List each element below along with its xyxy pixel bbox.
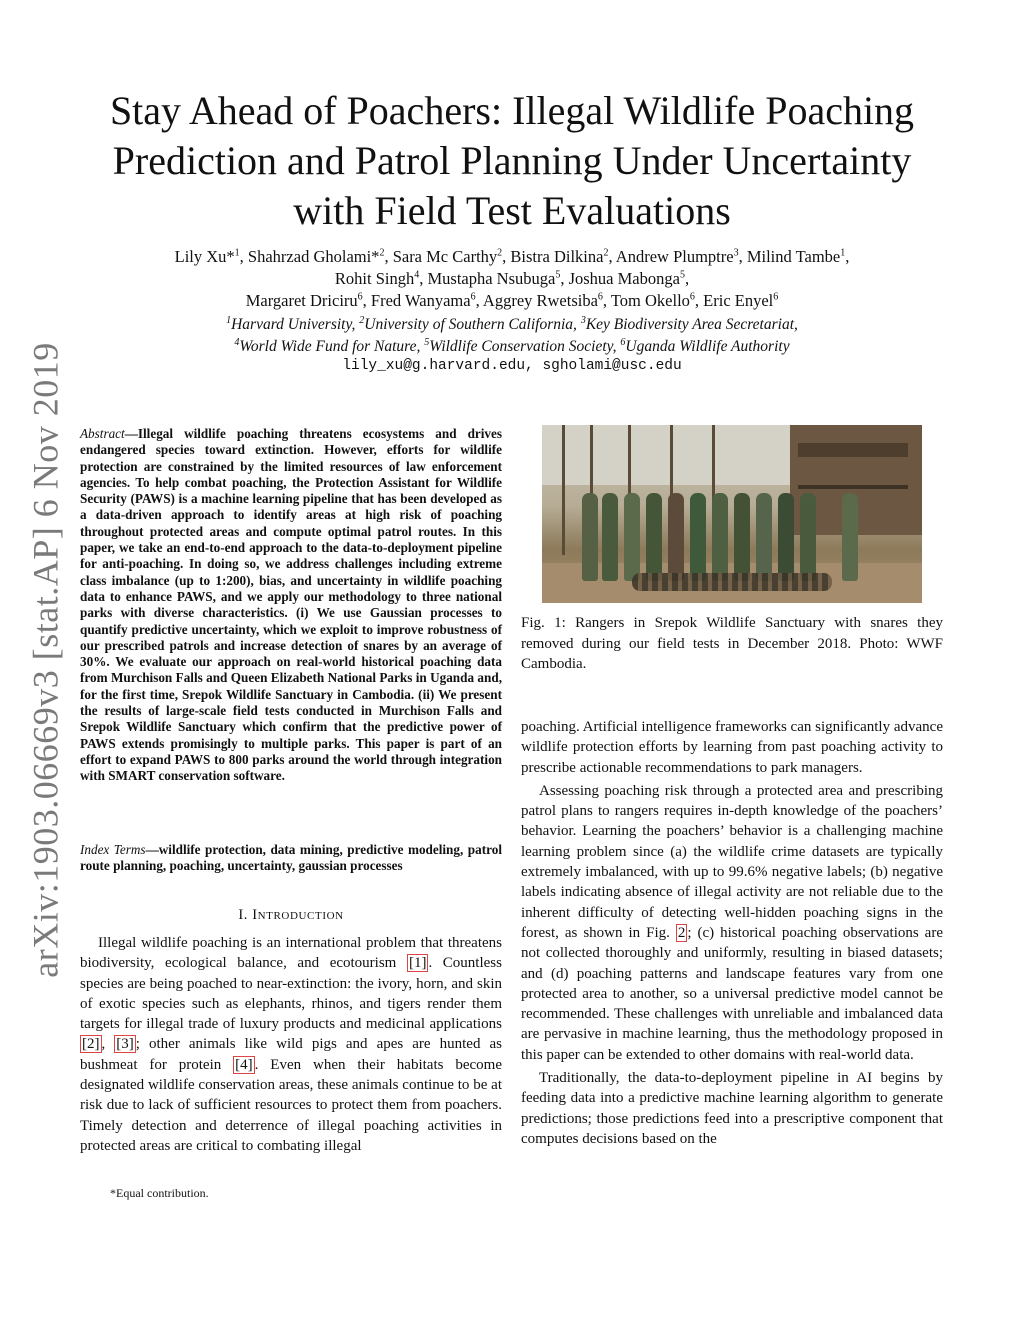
affiliation: Harvard University, [231,316,360,333]
affil-mark: 2 [359,314,365,326]
photo-tree [562,425,565,555]
affil-mark: 5 [679,269,685,281]
affil-mark: 1 [226,314,232,326]
author: , Fred Wanyama [362,291,471,310]
index-terms-heading: Index Terms [80,842,146,857]
affil-mark: 4 [234,336,240,348]
title-line: Stay Ahead of Poachers: Illegal Wildlife Poaching [109,88,915,133]
photo-ranger [712,493,728,581]
affiliation: University of Southern California, [364,316,581,333]
section-title: NTRODUCTION [257,910,344,922]
photo-ranger [668,493,684,581]
index-terms-dash: — [145,842,159,857]
arxiv-id: arXiv:1903.06669v3 [stat.AP] 6 Nov 2019 [26,342,66,978]
figure-link[interactable]: 2 [677,924,686,941]
affil-mark: 2 [603,247,609,259]
text-run: ; (c) historical poaching observations are not collected thoroughly and uniformly, resulting in biased datasets; and (d) poaching patterns and landscape features vary from one protected area to another, so a universal predictive model cannot be recommended. These challenges with unreliable and imbalanced data are pervasive in machine learning, thus the methodology proposed in this paper can be extended to other domains with real-world data. [521,924,943,1063]
text-run: Assessing poaching risk through a protected area and prescribing patrol plans to rangers requires in-depth knowledge of the poachers’ behavior. Learning the poachers’ behavior is a challenging machine learning problem since (a) the wildlife crime datasets are typically extremely imbalanced, with up to 99.6% negative labels; (b) negative labels indicating absence of illegal activity are not reliable due to the inherent difficulty of detecting well-hidden poaching signs in the forest, as shown in Fig. [521,782,943,941]
photo-ranger [690,493,706,581]
index-terms [80,842,502,875]
text-run: , [101,1036,115,1053]
affiliations [80,314,944,358]
text-run: Illegal wildlife poaching is an international problem that threatens biodiversity, ecological balance, and ecotourism [80,935,502,972]
abstract [80,426,502,785]
author: , Andrew Plumptre [608,247,734,266]
affil-mark: 1 [234,247,240,259]
author-line [80,268,944,290]
section-heading [80,907,502,924]
affil-mark: 6 [620,336,626,348]
photo-ranger [842,493,858,581]
photo-ranger [646,493,662,581]
paragraph: Traditionally, the data-to-deployment pipeline in AI begins by feeding data into a predictive machine learning algorithm to generate predictions; those predictions feed into a prescriptive component that computes decisions based on the [521,1070,943,1147]
affil-mark: 3 [733,247,739,259]
right-column-text [521,717,943,1149]
paragraph [521,781,943,1065]
affil-mark: 6 [597,291,603,303]
figure-photo-rangers [542,425,922,603]
photo-ranger [624,493,640,581]
author: , Eric Enyel [694,291,774,310]
author: Rohit Singh [334,269,415,288]
text-run: . Even when their habitats become designated wildlife conservation areas, these animals continue to be at risk due to lack of sufficient resources to protect them from poachers. Timely detection and deterrence of illegal poaching activities in protected areas are critical to combating illegal [80,1056,502,1154]
affiliation-line [80,314,944,336]
figure-caption: Fig. 1: Rangers in Srepok Wildlife Sanctuary with snares they removed during our field tests in December 2018. Photo: WWF Cambodia. [521,615,943,672]
photo-ranger [602,493,618,581]
affiliation: Wildlife Conservation Society, [429,338,621,355]
photo-ranger [800,493,816,581]
affiliation: World Wide Fund for Nature, [239,338,425,355]
paragraph [80,933,502,1156]
author: , Milind Tambe [738,247,841,266]
text-run: ; other animals like wild pigs and apes are hunted as bushmeat for protein [80,1036,503,1073]
abstract-text: Illegal wildlife poaching threatens ecosystems and drives endangered species toward extinction. However, efforts for wildlife protection are constrained by the limited resources of law enforcement agencies. To help combat poaching, the Protection Assistant for Wildlife Security (PAWS) is a machine learning pipeline that has been developed as a data-driven approach to identify areas at high risk of poaching throughout protected areas and compute optimal patrol routes. In this paper, we take an end-to-end approach to the data-to-deployment pipeline for anti-poaching. In doing so, we address challenges including extreme class imbalance (up to 1:200), bias, and uncertainty in wildlife poaching data to enhance PAWS, and we apply our methodology to three national parks with diverse characteristics. (i) We use Gaussian processes to quantify predictive uncertainty, which we exploit to improve robustness of our prescribed patrols and increase detection of snares by an average of 30%. We evaluate our approach on real-world historical poaching data from Murchison Falls and Queen Elizabeth National Parks in Uganda and, for the first time, Srepok Wildlife Sanctuary in Cambodia. (ii) We present the results of large-scale field tests conducted in Murchison Falls and Srepok Wildlife Sanctuary which confirm that the predictive power of PAWS extends promisingly to multiple parks. This paper is part of an effort to expand PAWS to 800 parks around the world through integration with SMART conservation software. [80,426,502,784]
abstract-heading: Abstract [80,426,125,441]
author: , Shahrzad Gholami* [239,247,380,266]
affiliation: Key Biodiversity Area Secretariat, [585,316,798,333]
section-number: I. I [238,907,258,923]
author: , Sara Mc Carthy [384,247,498,266]
author: , Bistra Dilkina [502,247,604,266]
paper-title [80,86,944,236]
author: Margaret Driciru [245,291,358,310]
affiliation-line [80,336,944,358]
index-terms-text: wildlife protection, data mining, predictive modeling, patrol route planning, poaching, uncertainty, gaussian processes [80,842,502,874]
affil-mark: 6 [357,291,363,303]
affil-mark: 6 [689,291,695,303]
footnote: *Equal contribution. [110,1186,209,1200]
affil-mark: 5 [424,336,430,348]
author: , Tom Okello [602,291,690,310]
citation-link[interactable]: [1] [408,955,427,972]
affil-mark: 3 [580,314,586,326]
photo-ranger [778,493,794,581]
title-line: Prediction and Patrol Planning Under Uncertainty [112,138,912,183]
citation-link[interactable]: [3] [116,1036,134,1053]
separator: , [684,269,690,288]
arxiv-stamp [6,342,86,978]
author-line [80,246,944,268]
citation-link[interactable]: [4] [235,1056,253,1073]
author-emails: lily_xu@g.harvard.edu, sgholami@usc.edu [342,358,682,374]
affil-mark: 2 [497,247,503,259]
author-list [80,246,944,312]
affil-mark: 4 [414,269,420,281]
text-run: . Countless species are being poached to near-extinction: the ivory, horn, and skin of exotic species such as elephants, rhinos, and tigers render them targets for illegal trade of luxury products and medicinal applications [80,955,502,1033]
separator: , [845,247,850,266]
photo-ranger [582,493,598,581]
intro-text [80,933,502,1156]
author-line [80,290,944,312]
affil-mark: 6 [470,291,476,303]
photo-snares [632,573,832,591]
author: , Joshua Mabonga [560,269,680,288]
affil-mark: 6 [773,291,779,303]
photo-ranger [734,493,750,581]
photo-ranger [756,493,772,581]
abstract-dash: — [124,426,138,441]
affil-mark: 5 [555,269,561,281]
author: , Mustapha Nsubuga [419,269,556,288]
citation-link[interactable]: [2] [82,1036,100,1053]
title-line: with Field Test Evaluations [293,188,731,233]
author: , Aggrey Rwetsiba [475,291,598,310]
affil-mark: 2 [379,247,385,259]
author: Lily Xu* [174,247,235,266]
affiliation: Uganda Wildlife Authority [625,338,790,355]
affil-mark: 1 [840,247,846,259]
paragraph: poaching. Artificial intelligence frameworks can significantly advance wildlife protection efforts by learning from past poaching activity to prescribe actionable recommendations to park managers. [521,719,943,776]
